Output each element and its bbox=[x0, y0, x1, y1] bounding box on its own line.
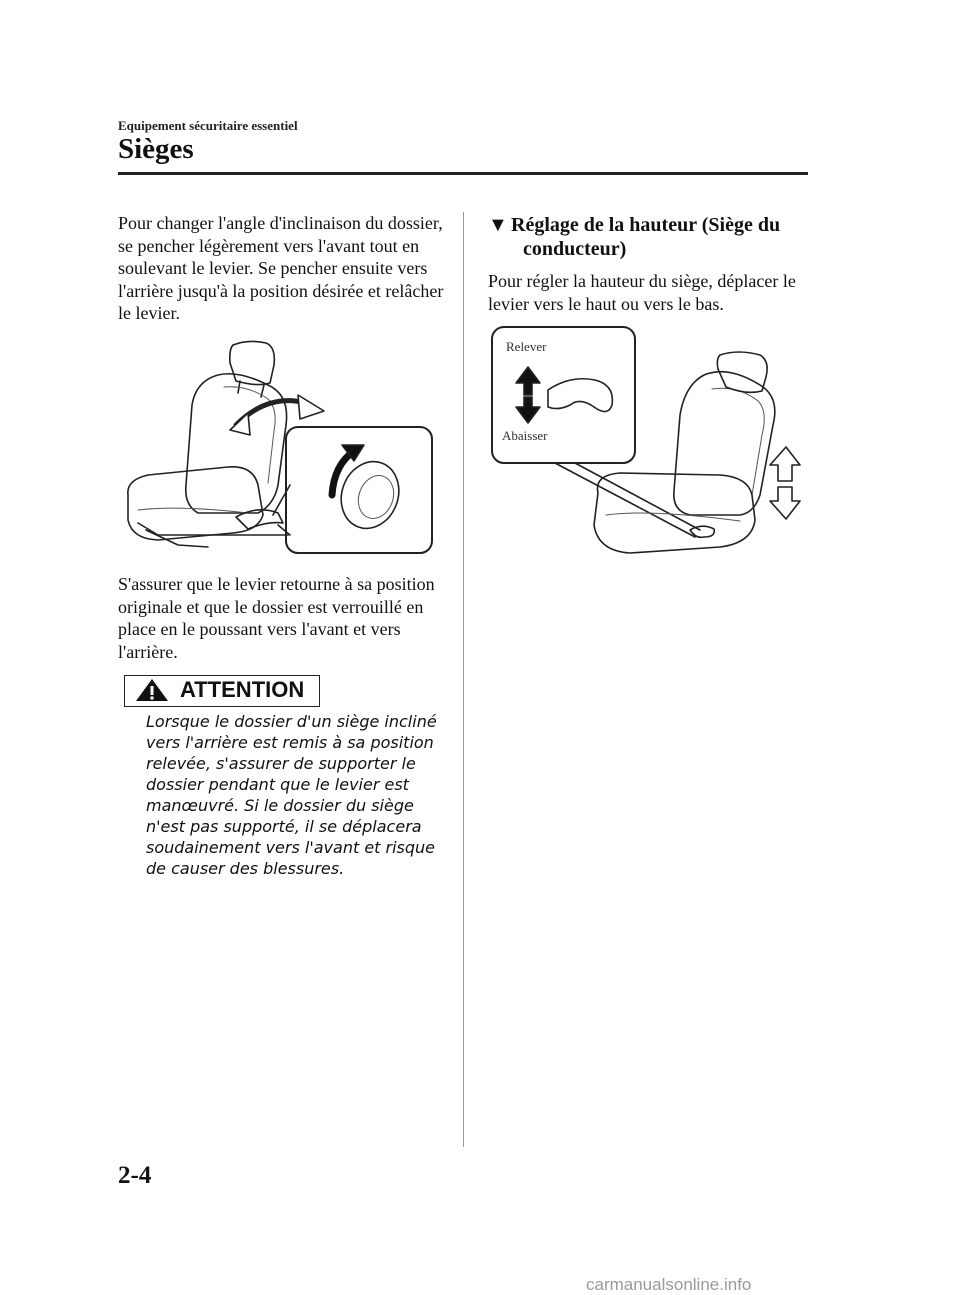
section-label: Equipement sécuritaire essentiel bbox=[118, 118, 298, 133]
attention-label: ATTENTION bbox=[180, 677, 305, 702]
recline-seat-figure bbox=[118, 335, 438, 557]
heading-line2: conducteur) bbox=[523, 238, 627, 260]
height-seat-figure bbox=[490, 325, 810, 565]
lock-instructions: S'assurer que le levier retourne à sa position originale et que le dossier est verrouillé en place en le poussant vers l'avant et vers l'arrière. bbox=[118, 574, 435, 662]
height-adjust-heading bbox=[488, 213, 808, 261]
column-divider bbox=[463, 212, 464, 1147]
heading-line1: Réglage de la hauteur (Siège du bbox=[511, 214, 781, 236]
recline-instructions: Pour changer l'angle d'inclinaison du dossier, se pencher légèrement vers l'avant tout en soulevant le levier. Se pencher ensuite vers l'arrière jusqu'à la position désirée et relâcher le levier. bbox=[118, 213, 444, 323]
header-rule bbox=[118, 172, 808, 175]
page-number: 2-4 bbox=[118, 1162, 152, 1189]
page-title: Sièges bbox=[118, 133, 194, 165]
raise-label: Relever bbox=[506, 339, 547, 354]
heading-marker: ▼ bbox=[488, 214, 508, 236]
watermark: carmanualsonline.info bbox=[586, 1275, 752, 1294]
warning-icon bbox=[135, 678, 169, 702]
seatback-shape bbox=[186, 374, 287, 513]
height-instructions: Pour régler la hauteur du siège, déplacer le levier vers le haut ou vers le bas. bbox=[488, 271, 796, 314]
attention-text: Lorsque le dossier d'un siège incliné vers l'arrière est remis à sa position relevée, s'assurer de supporter le dossier pendant que le levier est manœuvré. Si le dossier du siège n'est pas supporté, il se déplacera soudainement vers l'avant et risque de causer des blessures. bbox=[146, 712, 437, 878]
lower-label: Abaisser bbox=[502, 428, 548, 443]
seatback-shape bbox=[674, 372, 775, 515]
